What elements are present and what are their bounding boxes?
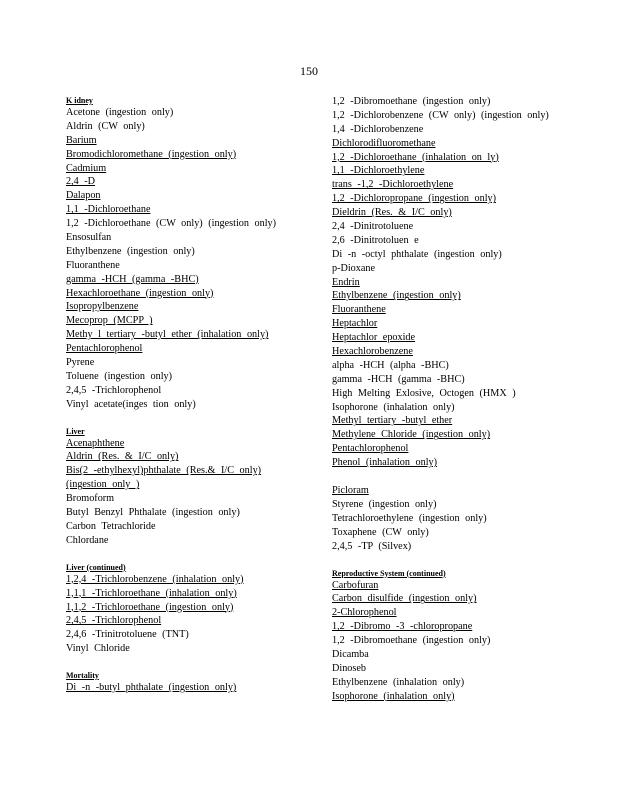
list-item: gamma -HCH (gamma -BHC) xyxy=(66,273,199,285)
list-item: Aldrin (CW only) xyxy=(66,120,145,132)
list-item: Pentachlorophenol xyxy=(332,443,409,455)
page-number: 150 xyxy=(300,64,318,78)
list-item: Dieldrin (Res. & I/C only) xyxy=(332,207,452,219)
list-item: Methyl tertiary -butyl ether xyxy=(332,415,453,427)
list-item: Bromoform xyxy=(66,493,115,505)
list-item: Dinoseb xyxy=(332,662,366,674)
section xyxy=(332,568,594,704)
list-item: Tetrachloroethylene (ingestion only) xyxy=(332,512,487,524)
section xyxy=(66,426,328,548)
list-item: Ethylbenzene (inhalation only) xyxy=(332,676,465,688)
list-item: Pyrene xyxy=(66,357,95,369)
list-item: 1,2 -Dibromoethane (ingestion only) xyxy=(332,96,491,107)
list-item: Dicamba xyxy=(332,648,369,660)
list-item: 2,4,5 -Trichlorophenol xyxy=(66,384,162,396)
list-item: Carbofuran xyxy=(332,579,379,591)
list-item: 2,6 -Dinitrotoluen e xyxy=(332,234,419,246)
list-item: Carbon disulfide (ingestion only) xyxy=(332,593,477,605)
list-item: alpha -HCH (alpha -BHC) xyxy=(332,359,449,371)
list-item: Di -n -octyl phthalate (ingestion only) xyxy=(332,248,502,260)
list-item: 1,1,2 -Trichloroethane (ingestion only) xyxy=(66,601,234,613)
right-column xyxy=(332,95,594,704)
list-item: Dalapon xyxy=(66,190,101,202)
list-item: Toxaphene (CW only) xyxy=(332,526,429,538)
list-item: Hexachlorobenzene xyxy=(332,346,413,358)
list-item: Dichlorodifluoromethane xyxy=(332,137,436,149)
section-heading: K idney xyxy=(66,96,93,105)
list-item: 2-Chlorophenol xyxy=(332,607,397,619)
list-item: 1,2 -Dichloroethane (inhalation on ly) xyxy=(332,151,499,163)
list-item: 1,1 -Dichloroethylene xyxy=(332,165,425,177)
list-item: Aldrin (Res. & I/C only) xyxy=(66,451,179,463)
list-item: Methylene Chloride (ingestion only) xyxy=(332,429,491,441)
list-item: 1,2 -Dichloroethane (CW only) (ingestion only) xyxy=(66,218,277,230)
list-item: Carbon Tetrachloride xyxy=(66,520,156,532)
list-item: 2,4 -D xyxy=(66,176,96,188)
list-item: Vinyl acetate(inges tion only) xyxy=(66,398,196,410)
list-item: Acetone (ingestion only) xyxy=(66,107,174,118)
section xyxy=(66,670,328,695)
list-item: Isopropylbenzene xyxy=(66,301,139,313)
section xyxy=(66,95,328,412)
list-item: Isophorone (inhalation only) xyxy=(332,690,455,702)
section xyxy=(332,484,594,553)
section-spacer xyxy=(66,548,328,562)
list-item: Bis(2 -ethylhexyl)phthalate (Res.& I/C only) xyxy=(66,465,262,477)
list-item: Ensosulfan xyxy=(66,232,112,244)
list-item: Di -n -butyl phthalate (ingestion only) xyxy=(66,682,237,694)
left-column xyxy=(66,95,328,695)
list-item: 1,4 -Dichlorobenzene xyxy=(332,123,424,135)
list-item: Ethylbenzene (ingestion only) xyxy=(332,290,461,302)
list-item: Ethylbenzene (ingestion only) xyxy=(66,245,195,257)
list-item: Styrene (ingestion only) xyxy=(332,498,437,510)
list-item: Fluoranthene xyxy=(66,259,120,271)
list-item: trans -1,2 -Dichloroethylene xyxy=(332,179,454,191)
list-item: 1,2 -Dichlorobenzene (CW only) (ingestion only) xyxy=(332,109,549,121)
list-item: Barium xyxy=(66,134,97,146)
list-item: Fluoranthene xyxy=(332,304,386,316)
list-item: Pentachlorophenol xyxy=(66,343,143,355)
section-spacer xyxy=(66,412,328,426)
list-item: Mecoprop (MCPP ) xyxy=(66,315,153,327)
list-item: Chlordane xyxy=(66,534,109,546)
list-item: 1,1,1 -Trichloroethane (inhalation only) xyxy=(66,587,237,599)
list-item: 2,4,6 -Trinitrotoluene (TNT) xyxy=(66,629,189,641)
list-item: 1,1 -Dichloroethane xyxy=(66,204,151,216)
list-item: 1,2 -Dibromo -3 -chloropropane xyxy=(332,621,473,633)
list-item: 2,4,5 -Trichlorophenol xyxy=(66,615,162,627)
list-item: High Melting Exlosive, Octogen (HMX ) xyxy=(332,387,516,399)
section xyxy=(66,562,328,656)
list-item: Vinyl Chloride xyxy=(66,643,130,655)
section-heading: Mortality xyxy=(66,671,99,681)
list-item: p-Dioxane xyxy=(332,262,375,274)
list-item: Hexachloroethane (ingestion only) xyxy=(66,287,214,299)
list-item: gamma -HCH (gamma -BHC) xyxy=(332,373,465,385)
list-item: 2,4,5 -TP (Silvex) xyxy=(332,540,412,552)
list-item: Methy l tertiary -butyl ether (inhalation only) xyxy=(66,329,269,341)
section-heading: Reproductive System (continued) xyxy=(332,568,446,578)
section-heading: Liver (continued) xyxy=(66,562,126,572)
list-item: Butyl Benzyl Phthalate (ingestion only) xyxy=(66,507,240,519)
section xyxy=(332,95,594,470)
list-item: 1,2 -Dibromoethane (ingestion only) xyxy=(332,635,491,647)
section-spacer xyxy=(332,470,594,484)
list-item: Heptachlor epoxide xyxy=(332,332,416,344)
list-item: 2,4 -Dinitrotoluene xyxy=(332,221,414,233)
list-item: 1,2,4 -Trichlorobenzene (inhalation only) xyxy=(66,573,244,585)
list-item: Bromodichloromethane (ingestion only) xyxy=(66,148,237,160)
list-item: Acenaphthene xyxy=(66,437,125,449)
list-item: Endrin xyxy=(332,276,360,288)
list-item: (ingestion only ) xyxy=(66,479,140,491)
list-item: Heptachlor xyxy=(332,318,378,330)
section-spacer xyxy=(66,656,328,670)
list-item: Phenol (inhalation only) xyxy=(332,457,438,469)
list-item: Isophorone (inhalation only) xyxy=(332,401,455,413)
list-item: 1,2 -Dichloropropane (ingestion only) xyxy=(332,193,497,205)
list-item: Toluene (ingestion only) xyxy=(66,370,173,382)
section-spacer xyxy=(332,554,594,568)
list-item: Picloram xyxy=(332,485,369,497)
section-heading: Liver xyxy=(66,426,85,436)
list-item: Cadmium xyxy=(66,162,107,174)
